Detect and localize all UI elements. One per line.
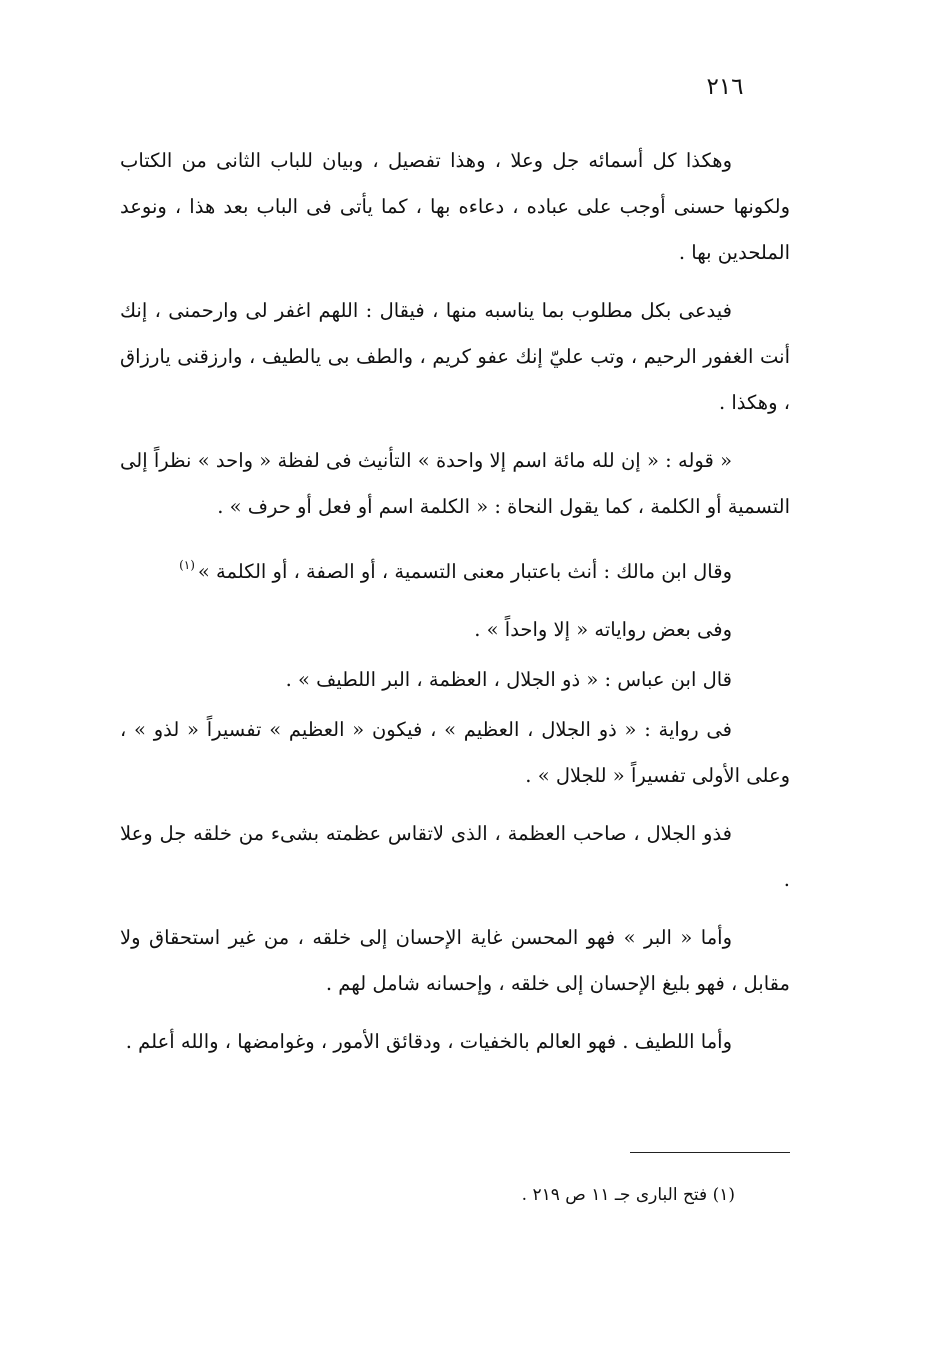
paragraph-with-footnote [120, 542, 790, 595]
paragraph: فيدعى بكل مطلوب بما يناسبه منها ، فيقال : اللهم اغفر لى وارحمنى ، إنك أنت الغفور الرحيم ، وتب عليّ إنك عفو كريم ، والطف بى يالطيف ، وارزقنى يارزاق ، وهكذا . [120, 299, 790, 414]
paragraph: وفى بعض رواياته « إلا واحداً » . [474, 618, 732, 641]
paragraph: وأما اللطيف . فهو العالم بالخفيات ، ودقائق الأمور ، وغوامضها ، والله أعلم . [125, 1030, 732, 1053]
footnote-reference: (١) [179, 558, 195, 572]
paragraph: وهكذا كل أسمائه جل وعلا ، وهذا تفصيل ، وبيان للباب الثانى من الكتاب ولكونها حسنى أوجب على عباده ، دعاءه بها ، كما يأتى فى الباب بعد هذا ، ونوعد الملحدين بها . [120, 149, 790, 264]
paragraph: قال ابن عباس : « ذو الجلال ، العظمة ، البر اللطيف » . [285, 668, 732, 691]
paragraph: « قوله : « إن لله مائة اسم إلا واحدة » التأنيث فى لفظة « واحد » نظراً إلى التسمية أو الكلمة ، كما يقول النحاة : « الكلمة اسم أو فعل أو حرف » . [120, 449, 790, 518]
footnote: (١) فتح البارى جـ ١١ ص ٢١٩ . [521, 1185, 735, 1205]
paragraph: فى رواية : « ذو الجلال ، العظيم » ، فيكون « العظيم » تفسيراً « لذو » ، وعلى الأولى تفسيراً « للجلال » . [120, 718, 790, 787]
paragraph: وأما « البر » فهو المحسن غاية الإحسان إلى خلقه ، من غير استحقاق ولا مقابل ، فهو بليغ الإحسان إلى خلقه ، وإحسانه شامل لهم . [120, 926, 790, 995]
paragraph: فذو الجلال ، صاحب العظمة ، الذى لاتقاس عظمته بشىء من خلقه جل وعلا . [120, 822, 790, 891]
footnote-divider [630, 1152, 790, 1153]
page-number: ٢١٦ [706, 74, 744, 100]
main-text [120, 138, 790, 1077]
paragraph-text: وقال ابن مالك : أنث باعتبار معنى التسمية ، أو الصفة ، أو الكلمة » [197, 560, 732, 583]
